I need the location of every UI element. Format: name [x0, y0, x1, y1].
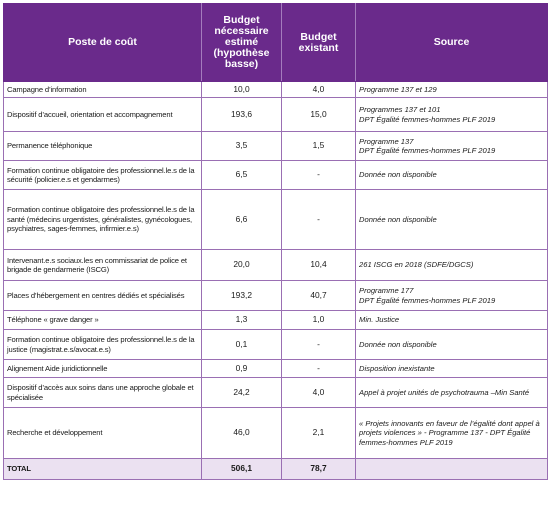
cell-budget-estime: 193,2: [202, 281, 282, 311]
cell-poste: Campagne d’information: [4, 82, 202, 98]
cell-source: Programme 137 DPT Égalité femmes-hommes PLF 2019: [356, 132, 548, 161]
cell-budget-estime: 20,0: [202, 250, 282, 281]
cell-budget-existant: 40,7: [282, 281, 356, 311]
cell-source: Donnée non disponible: [356, 330, 548, 360]
cell-poste: Formation continue obligatoire des professionnel.le.s de la santé (médecins urgentistes, généralistes, gynécologues, psychiatres, sages-femmes, infirmier.e.s): [4, 190, 202, 250]
cell-poste: Permanence téléphonique: [4, 132, 202, 161]
cell-budget-estime: 0,1: [202, 330, 282, 360]
cell-poste: Dispositif d’accueil, orientation et accompagnement: [4, 98, 202, 132]
cell-poste: Alignement Aide juridictionnelle: [4, 360, 202, 378]
table-row: [4, 161, 548, 190]
total-label: TOTAL: [4, 459, 202, 480]
table-row: [4, 330, 548, 360]
total-budget-estime: 506,1: [202, 459, 282, 480]
cell-poste: Recherche et développement: [4, 408, 202, 459]
table-row: [4, 250, 548, 281]
table-row: [4, 408, 548, 459]
cost-table: [3, 3, 548, 480]
cell-budget-existant: 10,4: [282, 250, 356, 281]
cell-source: 261 ISCG en 2018 (SDFE/DGCS): [356, 250, 548, 281]
cell-source: Programme 177 DPT Égalité femmes-hommes PLF 2019: [356, 281, 548, 311]
cell-budget-existant: -: [282, 330, 356, 360]
cell-poste: Formation continue obligatoire des professionnel.le.s de la sécurité (policier.e.s et gendarmes): [4, 161, 202, 190]
cell-source: Disposition inexistante: [356, 360, 548, 378]
header-source: Source: [356, 4, 548, 82]
table-row: [4, 132, 548, 161]
cell-poste: Téléphone « grave danger »: [4, 311, 202, 330]
header-poste: Poste de coût: [4, 4, 202, 82]
table-row: [4, 98, 548, 132]
cell-budget-estime: 46,0: [202, 408, 282, 459]
table-row: [4, 190, 548, 250]
cell-budget-existant: -: [282, 360, 356, 378]
cell-poste: Dispositif d’accès aux soins dans une approche globale et spécialisée: [4, 378, 202, 408]
table-row: [4, 378, 548, 408]
cell-budget-estime: 6,6: [202, 190, 282, 250]
table-row: [4, 82, 548, 98]
cell-budget-existant: 1,5: [282, 132, 356, 161]
cell-budget-estime: 6,5: [202, 161, 282, 190]
cell-budget-estime: 10,0: [202, 82, 282, 98]
cell-poste: Intervenant.e.s sociaux.les en commissariat de police et brigade de gendarmerie (ISCG): [4, 250, 202, 281]
table-row: [4, 311, 548, 330]
cell-budget-existant: 1,0: [282, 311, 356, 330]
cell-source: Donnée non disponible: [356, 190, 548, 250]
cell-budget-estime: 3,5: [202, 132, 282, 161]
cell-source: « Projets innovants en faveur de l’égalité dont appel à projets violences » - Programme 137 - DPT Égalité femmes-hommes PLF 2019: [356, 408, 548, 459]
cell-source: Donnée non disponible: [356, 161, 548, 190]
cell-budget-existant: -: [282, 161, 356, 190]
cell-budget-estime: 1,3: [202, 311, 282, 330]
table-body: [4, 82, 548, 480]
header-budget-estime: Budget nécessaire estimé (hypothèse basse): [202, 4, 282, 82]
header-budget-existant: Budget existant: [282, 4, 356, 82]
cell-budget-estime: 0,9: [202, 360, 282, 378]
cell-poste: Formation continue obligatoire des professionnel.le.s de la justice (magistrat.e.s/avocat.e.s): [4, 330, 202, 360]
cell-budget-existant: 2,1: [282, 408, 356, 459]
cell-source: Programme 137 et 129: [356, 82, 548, 98]
cell-source: Programmes 137 et 101 DPT Égalité femmes-hommes PLF 2019: [356, 98, 548, 132]
cell-budget-existant: 4,0: [282, 82, 356, 98]
cell-budget-existant: 4,0: [282, 378, 356, 408]
cell-source: Appel à projet unités de psychotrauma –Min Santé: [356, 378, 548, 408]
total-budget-existant: 78,7: [282, 459, 356, 480]
cell-budget-existant: 15,0: [282, 98, 356, 132]
cell-budget-existant: -: [282, 190, 356, 250]
total-source: [356, 459, 548, 480]
table-row: [4, 281, 548, 311]
table-header-row: [4, 4, 548, 82]
cell-budget-estime: 24,2: [202, 378, 282, 408]
cell-poste: Places d’hébergement en centres dédiés et spécialisés: [4, 281, 202, 311]
table-row: [4, 360, 548, 378]
cost-table-container: [3, 3, 547, 480]
total-row: [4, 459, 548, 480]
cell-budget-estime: 193,6: [202, 98, 282, 132]
cell-source: Min. Justice: [356, 311, 548, 330]
